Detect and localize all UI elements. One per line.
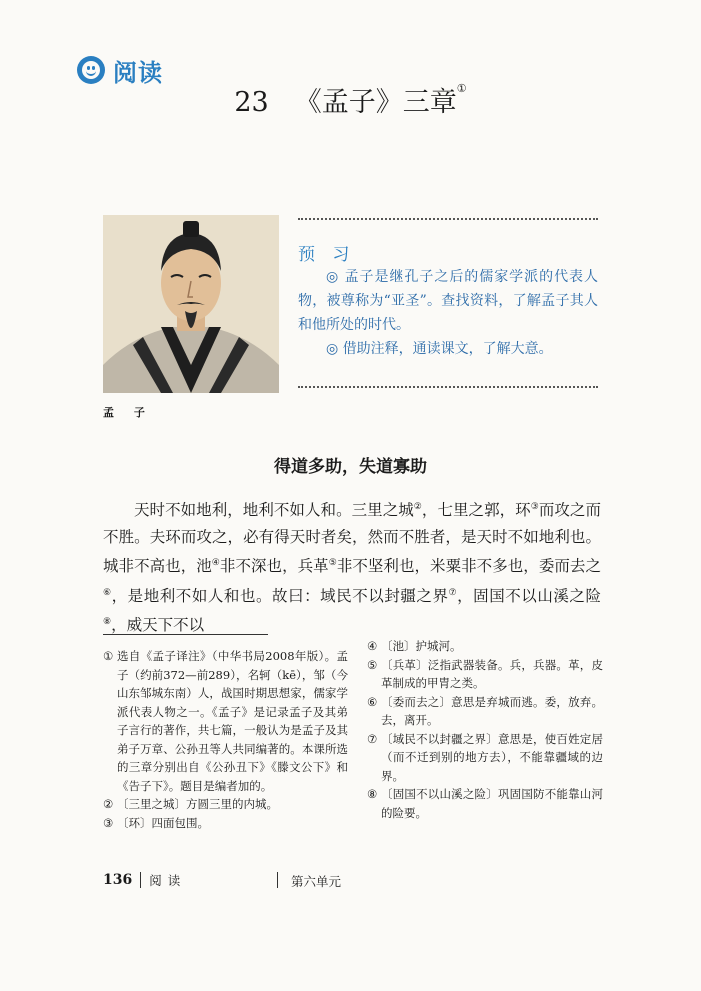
note-ref: ⑧ [103,617,112,628]
portrait-caption: 孟 子 [103,406,153,419]
note-ref: ② [413,502,422,512]
footnote: ① 选自《孟子译注》（中华书局2008年版）。孟子（约前372—前289），名轲（kē），邹（今山东邹城东南）人，战国时期思想家，儒家学派代表人物之一。《孟子》是记录孟子及其弟子言行的著作，共七篇，一般认为是孟子及其弟子万章、公孙丑等人共同编著的。本课所选的三章分别出自《公孙丑下》《滕文公下》和《告子下》。题目是编者加的。 [103,649,348,793]
preview-top-divider [298,218,598,220]
note-ref: ④ [211,558,220,569]
footer-divider [140,872,141,888]
footer-section: 阅读 [149,873,187,888]
footnote: ⑦ 〔域民不以封疆之界〕意思是，使百姓定居（而不迁到别的地方去），不能靠疆域的边界。 [367,731,603,783]
note-ref: ⑥ [103,587,112,598]
footnote: ⑤ 〔兵革〕泛指武器装备。兵，兵器。革，皮革制成的甲胄之类。 [367,657,603,690]
mencius-portrait [103,215,279,393]
preview-body [298,265,598,361]
footnote: ⑥ 〔委而去之〕意思是弃城而逃。委，放弃。去，离开。 [367,694,603,727]
note-ref: ⑤ [328,558,337,569]
title-footnote-mark: ① [456,82,467,95]
footnote: ③ 〔环〕四面包围。 [103,815,209,830]
note-ref: ③ [530,502,539,512]
footnote-rule [103,634,268,635]
lesson-title [0,80,701,119]
page-footer [103,872,186,888]
footnotes-right [367,637,603,822]
main-paragraph: 天时不如地利，地利不如人和。三里之城②，七里之郭，环③而攻之而不胜。夫环而攻之，必有得天时者矣，然而不胜者，是天时不如地利也。城非不高也，池④非不深也，兵革⑤非不坚利也，米粟非不多也，委而去之⑥，是地利不如人和也。故曰：域民不以封疆之界⑦，固国不以山溪之险⑧，威天下不以 [103,501,601,635]
footer-unit: 第六单元 [291,874,342,889]
chapter-heading: 得道多助，失道寡助 [274,457,427,477]
footnote: ④ 〔池〕护城河。 [367,639,462,653]
page-number: 136 [103,872,133,888]
footnote: ⑧ 〔固国不以山溪之险〕巩固国防不能靠山河的险要。 [367,787,603,820]
footer-divider [277,872,278,888]
footnotes-left [103,647,348,832]
main-text [103,494,601,639]
preview-item: ◎ 借助注释，通读课文，了解大意。 [326,341,553,357]
note-ref: ⑦ [448,587,458,598]
preview-heading: 预 习 [298,245,356,265]
section-label: 阅读 [113,57,163,87]
lesson-number: 23 [234,87,269,118]
lesson-title-text: 《孟子》三章 [294,87,457,118]
preview-bottom-divider [298,386,598,388]
preview-item: ◎ 孟子是继孔子之后的儒家学派的代表人物，被尊称为“亚圣”。查找资料，了解孟子其人和他所处的时代。 [298,269,598,333]
footnote: ② 〔三里之城〕方圆三里的内城。 [103,797,278,811]
